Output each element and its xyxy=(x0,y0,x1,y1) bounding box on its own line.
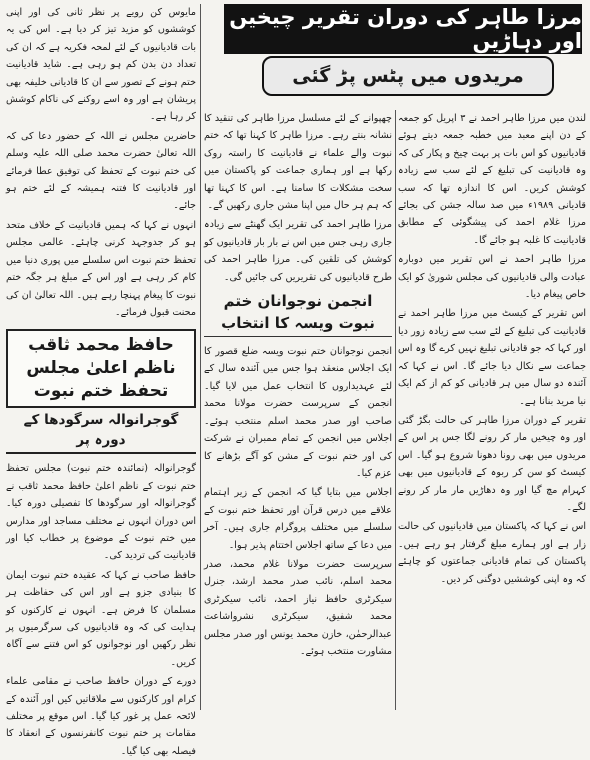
column-divider-left xyxy=(200,4,201,710)
article-column-middle xyxy=(204,110,392,716)
paragraph: حافظ صاحب نے کہا کہ عقیدہ ختم نبوت ایمان کا بنیادی جزو ہے اور اس کی حفاظت ہر مسلمان کا فرض ہے۔ انہوں نے کارکنوں کو ہدایت کی کہ وہ قادیانیوں کی سرگرمیوں پر نظر رکھیں اور نوجوانوں کو اس فتنے سے آگاہ کریں۔ xyxy=(6,569,196,668)
paragraph: گوجرانوالہ (نمائندہ ختم نبوت) مجلس تحفظ ختم نبوت کے ناظم اعلیٰ حافظ محمد ثاقب نے گوجرانوالہ اور سرگودھا کا تفصیلی دورہ کیا۔ اس دوران انہوں نے مختلف مساجد اور مدارس میں ختم نبوت کے موضوع پر خطاب کیا اور قادیانیت کی تردید کی۔ xyxy=(6,463,196,562)
article-column-right xyxy=(398,110,586,716)
headline-sub: مریدوں میں پٹس پڑ گئی xyxy=(292,65,524,87)
paragraph: چھپوانے کے لئے مسلسل مرزا طاہر کی تنقید کا نشانہ بنتے رہے۔ مرزا طاہر کا کہنا تھا کہ ختم نبوت والے علماء نے قادیانیت کا راستہ روک رکھا ہے اور ہماری جماعت کو پاکستان میں سخت مشکلات کا سامنا ہے۔ اس کا کہنا تھا کہ ہم ہر حال میں اپنا مشن جاری رکھیں گے۔ xyxy=(204,113,392,212)
paragraph: انہوں نے کہا کہ ہمیں قادیانیت کے خلاف متحد ہو کر جدوجہد کرنی چاہئے۔ عالمی مجلس تحفظ ختم نبوت اس سلسلے میں پوری دنیا میں کام کر رہی ہے اور اس کے مبلغ ہر جگہ ختم نبوت کا پیغام پہنچا رہے ہیں۔ اللہ تعالیٰ ان کی محنت قبول فرمائے۔ xyxy=(6,219,196,318)
paragraph: تقریر کے دوران مرزا طاہر کی حالت بگڑ گئی اور وہ چیخیں مار کر رونے لگا جس پر اس کے مریدوں میں بھی رونا دھونا شروع ہو گیا۔ اس کیسٹ کو سن کر ربوہ کے قادیانیوں میں بھی کہرام مچ گیا اور وہ دھاڑیں مار مار کر رونے لگے۔ xyxy=(398,414,586,513)
boxed-subheadline: گوجرانوالہ سرگودھا کے دورہ پر xyxy=(6,410,196,454)
paragraph: حاضرین مجلس نے اللہ کے حضور دعا کی کہ اللہ تعالیٰ حضرت محمد صلی اللہ علیہ وسلم کی ختم نبوت کے تحفظ کی توفیق عطا فرمائے اور قادیانیت کا فتنہ ہمیشہ کے لئے ختم ہو جائے۔ xyxy=(6,130,196,212)
paragraph: اس نے کہا کہ پاکستان میں قادیانیوں کی حالت زار ہے اور ہمارے مبلغ گرفتار ہو رہے ہیں۔ پاکستان کی تمام قادیانی جماعتوں کو چاہئے کہ وہ اپنی کوششیں دوگنی کر دیں۔ xyxy=(398,521,586,585)
paragraph: انجمن نوجوانان ختم نبوت ویسہ ضلع قصور کا ایک اجلاس منعقد ہوا جس میں آئندہ سال کے لئے عہدیداروں کا انتخاب عمل میں لایا گیا۔ انجمن کے سرپرست حضرت مولانا محمد صاحب اور صدر محمد اسلم منتخب ہوئے۔ اجلاس میں انجمن کے تمام ممبران نے شرکت کی اور ختم نبوت کے مشن کو آگے بڑھانے کا عزم کیا۔ xyxy=(204,346,392,479)
headline-main: مرزا طاہر کی دوران تقریر چیخیں اور دہاڑیں xyxy=(229,5,582,53)
headline-banner xyxy=(224,4,582,54)
paragraph: لندن میں مرزا طاہر احمد نے ۳ اپریل کو جمعہ کے دن اپنے معبد میں خطبہ جمعہ دیتے ہوئے قادیانیوں کو اس بات پر بہت چیخ و پکار کی کہ وہ قادیانیت کی تبلیغ کے لئے سب سے زیادہ کوشش کریں۔ اس کا اندازہ تھا کہ سب قادیانی ۱۹۸۹ء میں صد سالہ جشن کی بجائے مرزا غلام احمد کی پیشگوئی کے مطابق قادیانیت کا غلبہ ہو جائے گا۔ xyxy=(398,113,586,246)
paragraph: سرپرست حضرت مولانا غلام محمد، صدر محمد اسلم، نائب صدر محمد ارشد، جنرل سیکرٹری حافظ نیاز احمد، نائب سیکرٹری محمد شفیق، سیکرٹری نشرواشاعت عبدالرحمٰن، خازن محمد یونس اور صدر مجلس مشاورت منتخب ہوئے۔ xyxy=(204,558,392,657)
paragraph: دورے کے دوران حافظ صاحب نے مقامی علماء کرام اور کارکنوں سے ملاقاتیں کیں اور آئندہ کے لائحہ عمل پر غور کیا گیا۔ اس موقع پر مختلف مقامات پر ختم نبوت کانفرنسوں کے انعقاد کا فیصلہ بھی کیا گیا۔ xyxy=(6,676,196,757)
paragraph: اجلاس میں بتایا گیا کہ انجمن کے زیر اہتمام علاقے میں درس قرآن اور تحفظ ختم نبوت کے سلسلے میں مختلف پروگرام جاری ہیں۔ آخر میں دعا کے ساتھ اجلاس اختتام پذیر ہوا۔ xyxy=(204,487,392,551)
paragraph: مرزا طاہر احمد کی تقریر ایک گھنٹے سے زیادہ جاری رہی جس میں اس نے بار بار قادیانیوں کو کوشش کی تلقین کی۔ مرزا طاہر احمد کی طرح قادیانیوں کی تقریریں کی جائیں گی۔ xyxy=(204,219,392,283)
headline-subtitle-box xyxy=(262,56,554,96)
column-divider-right xyxy=(395,110,396,710)
paragraph: اس تقریر کے کیسٹ میں مرزا طاہر احمد نے قادیانیت کی تبلیغ کے لئے سب سے زیادہ زور دیا اور کہا کہ جو قادیانی تبلیغ نہیں کرے گا وہ اس جماعت سے نکال دیا جائے گا۔ اس نے کہا کہ آئندہ دو سال میں ہر قادیانی کو کم از کم ایک نیا مرید بنانا ہے۔ xyxy=(398,308,586,407)
paragraph: مرزا طاہر احمد نے اس تقریر میں دوبارہ عبادت والی قادیانیوں کی مجلس شوریٰ کو ایک خاص پیغام دیا۔ xyxy=(398,254,586,301)
paragraph: مایوس کن رویے پر نظر ثانی کی اور اپنی کوششوں کو مزید تیز کر دیا ہے۔ اس کی یہ بات قادیانیوں کے لئے لمحہ فکریہ ہے کہ ان کی تعداد دن بدن کم ہو رہی ہے۔ شاید قادیانیت ختم ہونے کے تصور سے ان کا قادیانی خلیفہ بھی پریشان ہے اور وہ اسے روکنے کی ناکام کوشش کر رہا ہے۔ xyxy=(6,7,196,123)
boxed-headline: حافظ محمد ثاقب ناظم اعلیٰ مجلس تحفظ ختم نبوت xyxy=(6,329,196,408)
article-column-left xyxy=(6,4,196,757)
section-heading: انجمن نوجوانان ختم نبوت ویسہ کا انتخاب xyxy=(204,290,392,337)
